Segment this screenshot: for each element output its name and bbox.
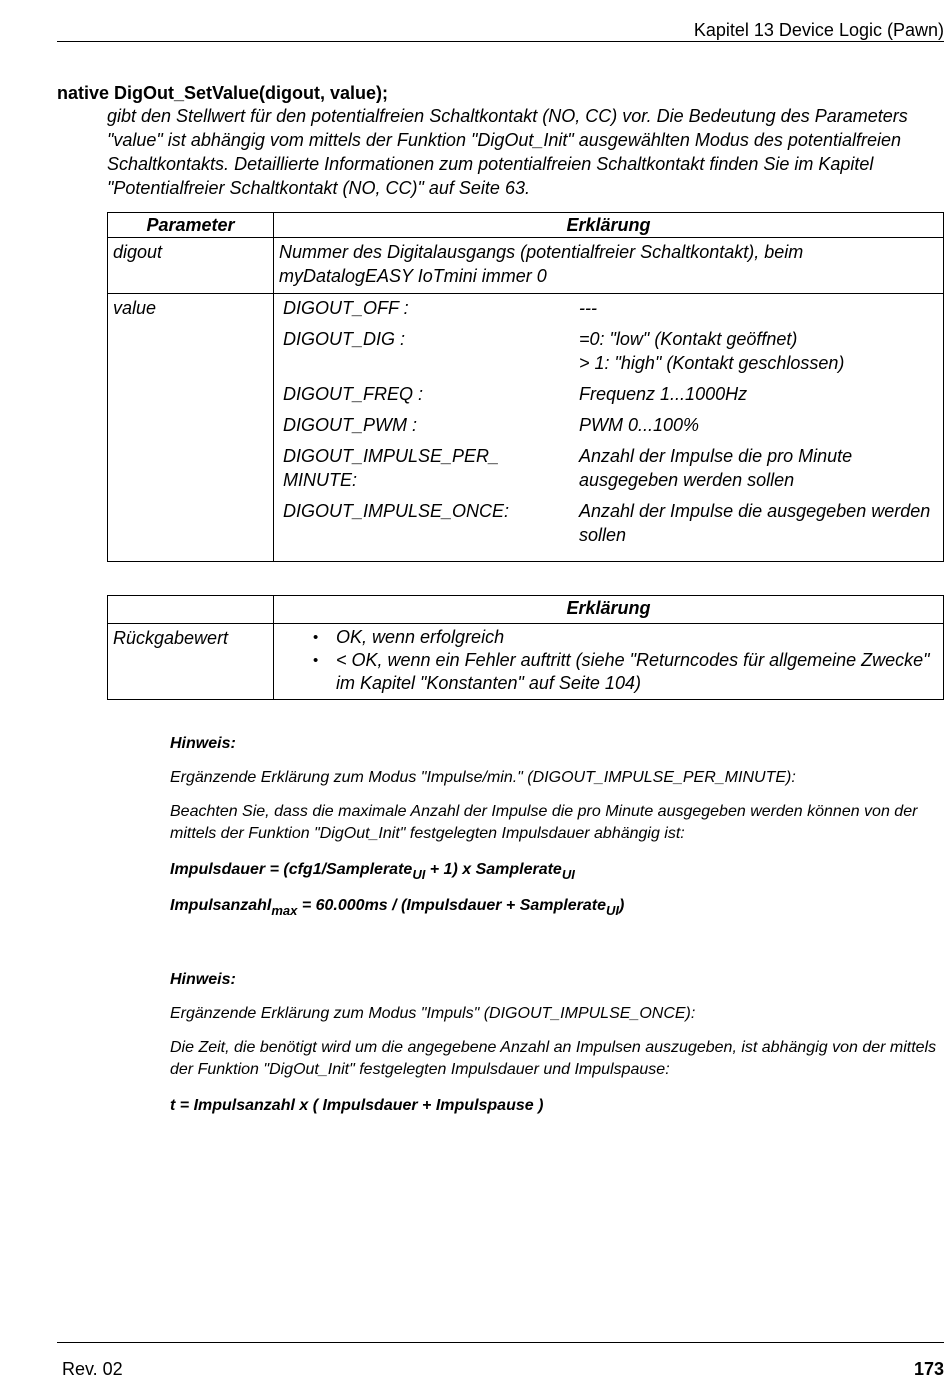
formula-impulsanzahl: Impulsanzahl$_{max}$ = 60.000ms / (Impulsdauer + Samplerate$_{UI}$) [170, 897, 625, 918]
mode-desc: PWM 0...100% [579, 415, 700, 435]
note-line: Ergänzende Erklärung zum Modus "Impulse/min." (DIGOUT_IMPULSE_PER_MINUTE): [170, 769, 796, 786]
note-impulse-per-minute [170, 733, 940, 917]
page-number: 173 [913, 1359, 944, 1379]
param-name-digout: digout [108, 238, 274, 294]
col-header-explanation: Erklärung [274, 213, 944, 238]
col-header-explanation: Erklärung [274, 596, 944, 624]
param-name-value: value [108, 294, 274, 562]
list-item: • OK, wenn erfolgreich [309, 626, 938, 649]
formula-impulsdauer: Impulsdauer = (cfg1/Samplerate$_{UI}$ + 1) x Samplerate$_{UI}$ [170, 861, 575, 882]
return-list [279, 626, 938, 695]
mode-name: DIGOUT_FREQ : [283, 384, 424, 404]
col-header-parameter: Parameter [108, 213, 274, 238]
parameter-table [107, 212, 944, 562]
note-heading: Hinweis: [170, 971, 236, 988]
note-line: Beachten Sie, dass die maximale Anzahl der Impulse die pro Minute ausgegeben werden können von der mittels der Funktion "DigOut_Init" festgelegten Impulsdauer abhängig ist: [170, 803, 918, 842]
table-row [108, 624, 944, 700]
return-label: Rückgabewert [108, 624, 274, 700]
mode-desc: Anzahl der Impulse die pro Minute ausgegeben werden sollen [579, 446, 853, 490]
mode-desc: Anzahl der Impulse die ausgegeben werden sollen [579, 501, 931, 545]
return-value-table [107, 595, 944, 700]
note-impulse-once [170, 969, 940, 1117]
mode-desc: =0: "low" (Kontakt geöffnet) > 1: "high" (Kontakt geschlossen) [579, 329, 845, 373]
function-description: gibt den Stellwert für den potentialfreien Schaltkontakt (NO, CC) vor. Die Bedeutung des Parameters "value" ist abhängig vom mittels der Funktion "DigOut_Init" ausgewählten Modus des potentialfreien Schaltkontakts. Detaillierte Informationen zum potentialfreien Schaltkontakt finden Sie im Kapitel "Potentialfreier Schaltkontakt (NO, CC)" auf Seite 63. [107, 106, 908, 198]
list-item: • < OK, wenn ein Fehler auftritt (siehe "Returncodes für allgemeine Zwecke" im Kapitel "Konstanten" auf Seite 104) [309, 649, 938, 695]
param-desc-value [274, 294, 944, 562]
mode-desc: --- [579, 298, 597, 318]
return-desc [274, 624, 944, 700]
table-row [108, 294, 944, 562]
chapter-header: Kapitel 13 Device Logic (Pawn) [693, 20, 944, 40]
mode-desc: Frequenz 1...1000Hz [579, 384, 748, 404]
param-desc-digout: Nummer des Digitalausgangs (potentialfreier Schaltkontakt), beim myDatalogEASY IoTmini immer 0 [274, 238, 944, 294]
mode-name: DIGOUT_PWM : [283, 415, 417, 435]
function-signature: native DigOut_SetValue(digout, value); [57, 83, 389, 103]
table-row [108, 238, 944, 294]
note-line: Ergänzende Erklärung zum Modus "Impuls" (DIGOUT_IMPULSE_ONCE): [170, 1005, 696, 1022]
mode-name: DIGOUT_IMPULSE_ONCE: [283, 501, 510, 521]
note-line: Die Zeit, die benötigt wird um die angegebene Anzahl an Impulsen auszugeben, ist abhängig von der mittels der Funktion "DigOut_Init" festgelegten Impulsdauer und Impulspause: [170, 1039, 937, 1078]
mode-list [279, 296, 938, 547]
mode-name: DIGOUT_DIG : [283, 329, 406, 349]
header-divider [57, 41, 944, 42]
formula-time: t = Impulsanzahl x ( Impulsdauer + Impulspause ) [170, 1097, 544, 1114]
revision-label: Rev. 02 [62, 1359, 123, 1379]
note-heading: Hinweis: [170, 735, 236, 752]
mode-name: DIGOUT_IMPULSE_PER_ MINUTE: [283, 446, 500, 490]
footer-divider [57, 1342, 944, 1343]
mode-name: DIGOUT_OFF : [283, 298, 409, 318]
col-header-empty [108, 596, 274, 624]
